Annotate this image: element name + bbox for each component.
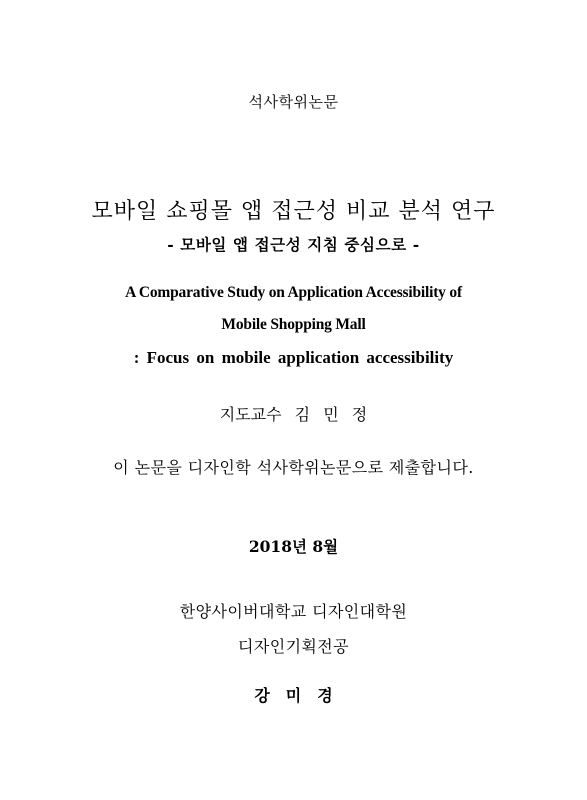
department-name: 디자인기획전공 — [238, 637, 349, 656]
advisor: 지도교수 김 민 정 — [219, 405, 368, 424]
degree-type: 석사학위논문 — [248, 93, 339, 111]
korean-subtitle: - 모바일 앱 접근성 지침 중심으로 - — [167, 235, 420, 254]
submission-statement: 이 논문을 디자인학 석사학위논문으로 제출합니다. — [113, 458, 474, 477]
author-name: 강미경 — [254, 686, 349, 705]
school-name: 한양사이버대학교 디자인대학원 — [179, 602, 408, 621]
english-subtitle: : Focus on mobile application accessibility — [133, 348, 454, 367]
submission-date: 2018년 8월 — [248, 537, 339, 556]
english-title-line-1: A Comparative Study on Application Accessibility of — [125, 284, 462, 301]
korean-title: 모바일 쇼핑몰 앱 접근성 비교 분석 연구 — [91, 199, 496, 224]
english-title-line-2: Mobile Shopping Mall — [221, 316, 366, 333]
